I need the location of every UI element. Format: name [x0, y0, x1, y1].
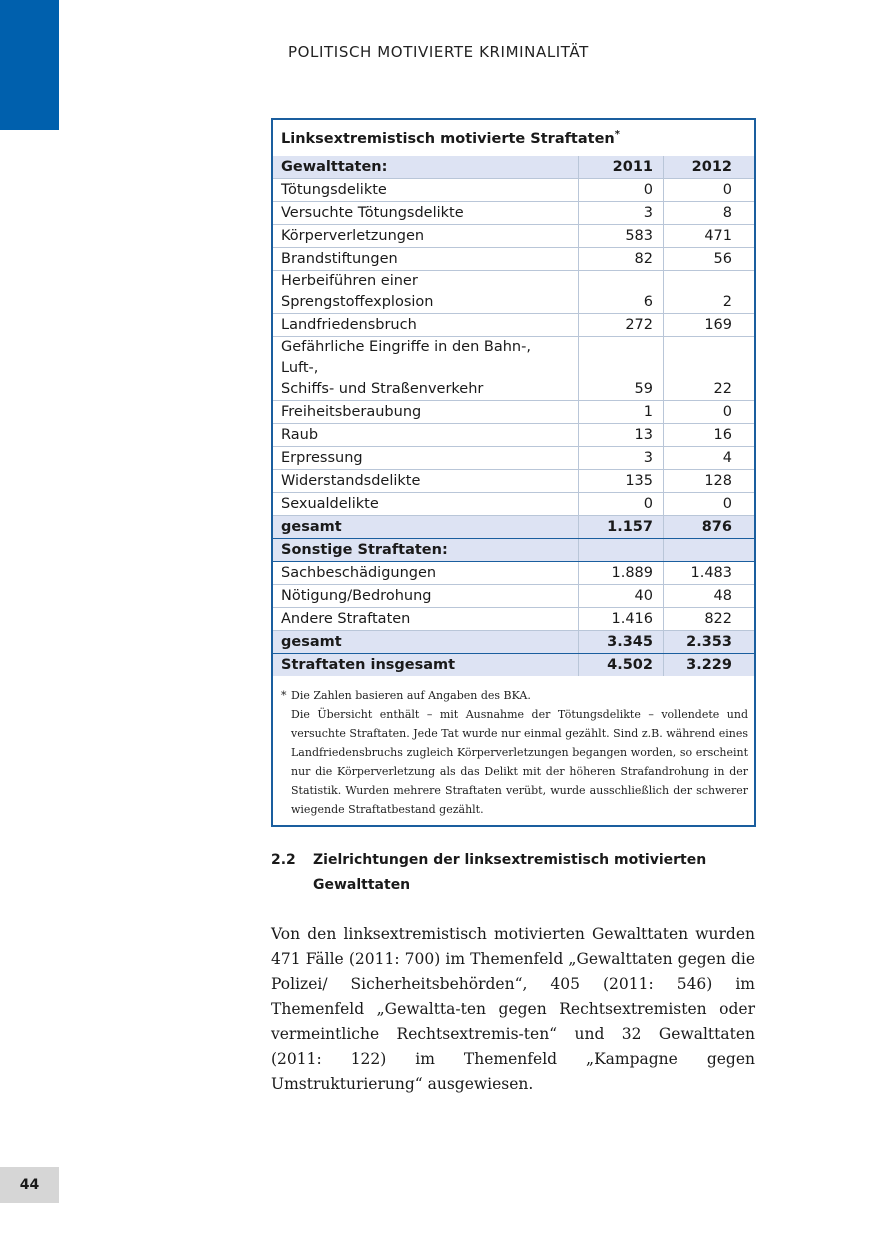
value-2011: 0 [579, 179, 664, 202]
value-2011: 3 [579, 447, 664, 470]
table-row [273, 248, 754, 271]
value-2011: 3.345 [579, 631, 664, 654]
value-2011: 82 [579, 248, 664, 271]
table-row [273, 447, 754, 470]
row-label: Sonstige Straftaten: [273, 539, 579, 562]
statistics-table-box [271, 118, 756, 827]
row-label: gesamt [273, 516, 579, 539]
row-label-line-2: Schiffs- und Straßenverkehr [281, 381, 484, 397]
value-2012: 56 [664, 248, 755, 271]
table-row [273, 493, 754, 516]
value-2012: 3.229 [664, 654, 755, 677]
row-label: Körperverletzungen [273, 225, 579, 248]
value-2012: 2 [664, 271, 755, 314]
table-row [273, 424, 754, 447]
value-2012: 128 [664, 470, 755, 493]
value-2012 [664, 539, 755, 562]
value-2011: 1.416 [579, 608, 664, 631]
row-label: Versuchte Tötungsdelikte [273, 202, 579, 225]
row-label: Straftaten insgesamt [273, 654, 579, 677]
value-2011: 0 [579, 493, 664, 516]
value-2012: 2.353 [664, 631, 755, 654]
total-row-violent [273, 516, 754, 539]
value-2012: 1.483 [664, 562, 755, 585]
value-2011: 272 [579, 314, 664, 337]
value-2011: 6 [579, 271, 664, 314]
value-2011: 13 [579, 424, 664, 447]
value-2011: 1.889 [579, 562, 664, 585]
value-2012: 169 [664, 314, 755, 337]
value-2011: 135 [579, 470, 664, 493]
running-header: POLITISCH MOTIVIERTE KRIMINALITÄT [288, 43, 589, 61]
table-row [273, 585, 754, 608]
value-2012: 471 [664, 225, 755, 248]
header-row-other [273, 539, 754, 562]
footnote-marker: * [281, 689, 287, 702]
table-row [273, 562, 754, 585]
table-row [273, 202, 754, 225]
value-2011: 1.157 [579, 516, 664, 539]
row-label: Tötungsdelikte [273, 179, 579, 202]
row-label: Andere Straftaten [273, 608, 579, 631]
value-2011: 1 [579, 401, 664, 424]
value-2012: 48 [664, 585, 755, 608]
table-row [273, 337, 754, 401]
value-2012: 822 [664, 608, 755, 631]
row-label: Freiheitsberaubung [273, 401, 579, 424]
table-row [273, 608, 754, 631]
value-2012: 0 [664, 493, 755, 516]
table-title-text: Linksextremistisch motivierte Straftaten [281, 130, 615, 147]
row-label-line-1: Gefährliche Eingriffe in den Bahn-, Luft-, [281, 339, 531, 376]
section-heading [271, 848, 711, 898]
value-2012: 876 [664, 516, 755, 539]
value-2012: 2012 [664, 156, 755, 179]
statistics-table [273, 156, 754, 676]
value-2012: 0 [664, 401, 755, 424]
value-2012: 4 [664, 447, 755, 470]
row-label: Gewalttaten: [273, 156, 579, 179]
row-label: Herbeiführen einer Sprengstoffexplosion [273, 271, 579, 314]
section-title: Zielrichtungen der linksextremistisch motivierten Gewalttaten [313, 852, 707, 893]
page-number: 44 [0, 1167, 59, 1203]
row-label: Landfriedensbruch [273, 314, 579, 337]
row-label [273, 337, 579, 401]
value-2011: 583 [579, 225, 664, 248]
row-label: Raub [273, 424, 579, 447]
header-row-violent [273, 156, 754, 179]
row-label: Erpressung [273, 447, 579, 470]
value-2011: 4.502 [579, 654, 664, 677]
row-label: Sachbeschädigungen [273, 562, 579, 585]
footnote-source: Die Zahlen basieren auf Angaben des BKA. [291, 689, 531, 702]
section-number: 2.2 [271, 852, 296, 868]
table-row [273, 470, 754, 493]
table-title-marker: * [614, 129, 620, 140]
row-label: Sexualdelikte [273, 493, 579, 516]
row-label: gesamt [273, 631, 579, 654]
table-row [273, 179, 754, 202]
table-row [273, 271, 754, 314]
table-footnote [273, 676, 754, 825]
value-2011 [579, 539, 664, 562]
row-label: Widerstandsdelikte [273, 470, 579, 493]
value-2012: 8 [664, 202, 755, 225]
value-2012: 22 [664, 337, 755, 401]
row-label: Brandstiftungen [273, 248, 579, 271]
chapter-color-tab [0, 0, 59, 130]
value-2011: 2011 [579, 156, 664, 179]
row-label: Nötigung/Bedrohung [273, 585, 579, 608]
table-title [273, 120, 754, 156]
value-2011: 3 [579, 202, 664, 225]
grand-total-row [273, 654, 754, 677]
table-row [273, 225, 754, 248]
value-2012: 16 [664, 424, 755, 447]
table-row [273, 314, 754, 337]
body-paragraph: Von den linksextremistisch motivierten Gewalttaten wurden 471 Fälle (2011: 700) im Themenfeld „Gewalttaten gegen die Polizei/ Sicherheitsbehörden“, 405 (2011: 546) im Themenfeld „Gewaltta-ten gegen Rechtsextremisten oder vermeintliche Rechtsextremis-ten“ und 32 Gewalttaten (2011: 122) im Themenfeld „Kampagne gegen Umstrukturierung“ ausgewiesen. [271, 925, 755, 1093]
table-row [273, 401, 754, 424]
footnote-text: Die Übersicht enthält – mit Ausnahme der Tötungsdelikte – vollendete und versuchte Straftaten. Jede Tat wurde nur einmal gezählt. Sind z.B. während eines Landfriedensbruchs zugleich Körperverletzungen begangen worden, so erscheint nur die Körperverletzung als das Delikt mit der höheren Strafandrohung in der Statistik. Wurden mehrere Straftaten verübt, wurde ausschließlich der schwerer wiegende Straftatbestand gezählt. [291, 708, 748, 816]
value-2011: 59 [579, 337, 664, 401]
total-row-other [273, 631, 754, 654]
value-2012: 0 [664, 179, 755, 202]
value-2011: 40 [579, 585, 664, 608]
